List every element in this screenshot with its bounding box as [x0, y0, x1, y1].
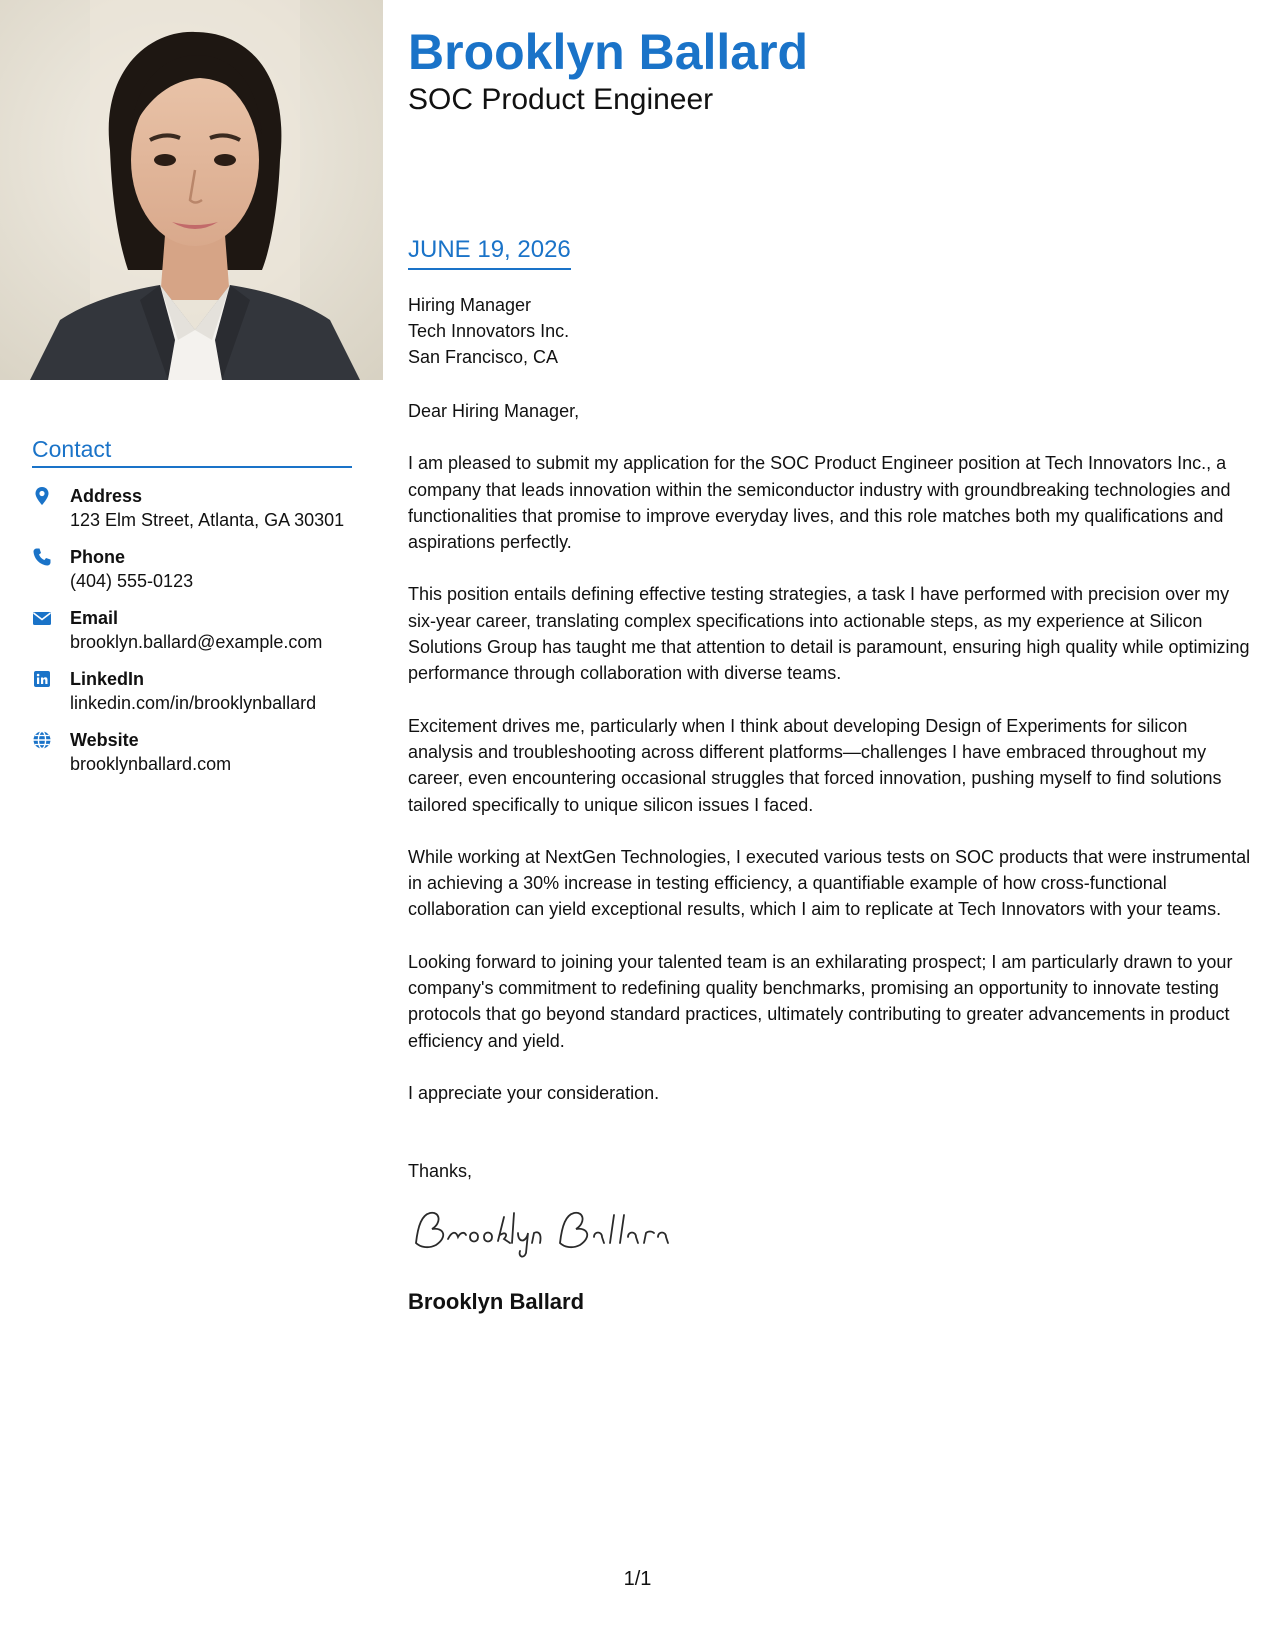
globe-icon	[32, 730, 52, 750]
contact-label: Phone	[70, 547, 126, 567]
recipient-block	[408, 292, 1253, 370]
location-pin-icon	[32, 486, 52, 506]
contact-label: Email	[70, 608, 119, 628]
contact-item-email	[32, 606, 352, 654]
signed-name: Brooklyn Ballard	[408, 1288, 585, 1314]
contact-label: Address	[70, 486, 143, 506]
website-value[interactable]: brooklynballard.com	[70, 754, 232, 774]
email-value[interactable]: brooklyn.ballard@example.com	[70, 632, 323, 652]
recipient-line: San Francisco, CA	[408, 347, 559, 367]
letter-body	[408, 398, 1253, 1185]
salutation: Dear Hiring Manager,	[408, 401, 580, 421]
page-number	[0, 1568, 1275, 1591]
portrait-illustration	[0, 0, 383, 380]
body-paragraph: Excitement drives me, particularly when I think about developing Design of Experiments for silicon analysis and troubleshooting across different platforms—challenges I have embraced throughout my career, even encountering occasional struggles that forced innovation, pushing myself to find solutions tailored specifically to unique silicon issues I faced.	[408, 715, 1222, 815]
body-paragraph: I appreciate your consideration.	[408, 1082, 660, 1103]
page-number-text: 1/1	[623, 1568, 652, 1590]
body-paragraph: This position entails defining effective testing strategies, a task I have performed with precision over my six-year career, translating complex specifications into actionable steps, as my experience at Silicon Solutions Group has taught me that attention to detail is paramount, ensuring high quality while optimizing performance through collaboration with diverse teams.	[408, 584, 1250, 684]
contact-item-website	[32, 728, 352, 776]
applicant-title: SOC Product Engineer	[408, 83, 714, 116]
profile-photo	[0, 0, 383, 380]
contact-item-phone	[32, 545, 352, 593]
body-paragraph: I am pleased to submit my application for the SOC Product Engineer position at Tech Innovators Inc., a company that leads innovation within the semiconductor industry with groundbreaking technologies and functionalities that promise to improve everyday lives, and this role matches both my qualifications and aspirations perfectly.	[408, 453, 1231, 553]
envelope-icon	[32, 608, 52, 628]
closing: Thanks,	[408, 1161, 473, 1182]
contact-section	[32, 436, 352, 789]
contact-label: LinkedIn	[70, 669, 145, 689]
recipient-line: Hiring Manager	[408, 295, 532, 315]
contact-label: Website	[70, 730, 139, 750]
body-paragraph: Looking forward to joining your talented team is an exhilarating prospect; I am particularly drawn to your company's commitment to redefining quality benchmarks, promising an opportunity to innovate testing protocols that go beyond standard practices, ultimately contributing to greater advancements in product efficiency and yield.	[408, 951, 1233, 1051]
handwritten-signature	[408, 1203, 1253, 1263]
body-paragraph: While working at NextGen Technologies, I executed various tests on SOC products that were instrumental in achieving a 30% increase in testing efficiency, a quantifiable example of how cross-functional collaboration can yield exceptional results, which I aim to replicate at Tech Innovators with your teams.	[408, 846, 1251, 920]
contact-item-address	[32, 484, 352, 532]
phone-icon	[32, 547, 52, 567]
letter-date: JUNE 19, 2026	[408, 236, 571, 270]
recipient-line: Tech Innovators Inc.	[408, 321, 570, 341]
linkedin-icon	[32, 669, 52, 689]
phone-value: (404) 555-0123	[70, 571, 194, 591]
applicant-name: Brooklyn Ballard	[408, 24, 809, 80]
address-value: 123 Elm Street, Atlanta, GA 30301	[70, 510, 345, 530]
contact-item-linkedin	[32, 667, 352, 715]
linkedin-value[interactable]: linkedin.com/in/brooklynballard	[70, 693, 317, 713]
letter-main	[408, 22, 1253, 1315]
contact-heading: Contact	[32, 436, 352, 468]
